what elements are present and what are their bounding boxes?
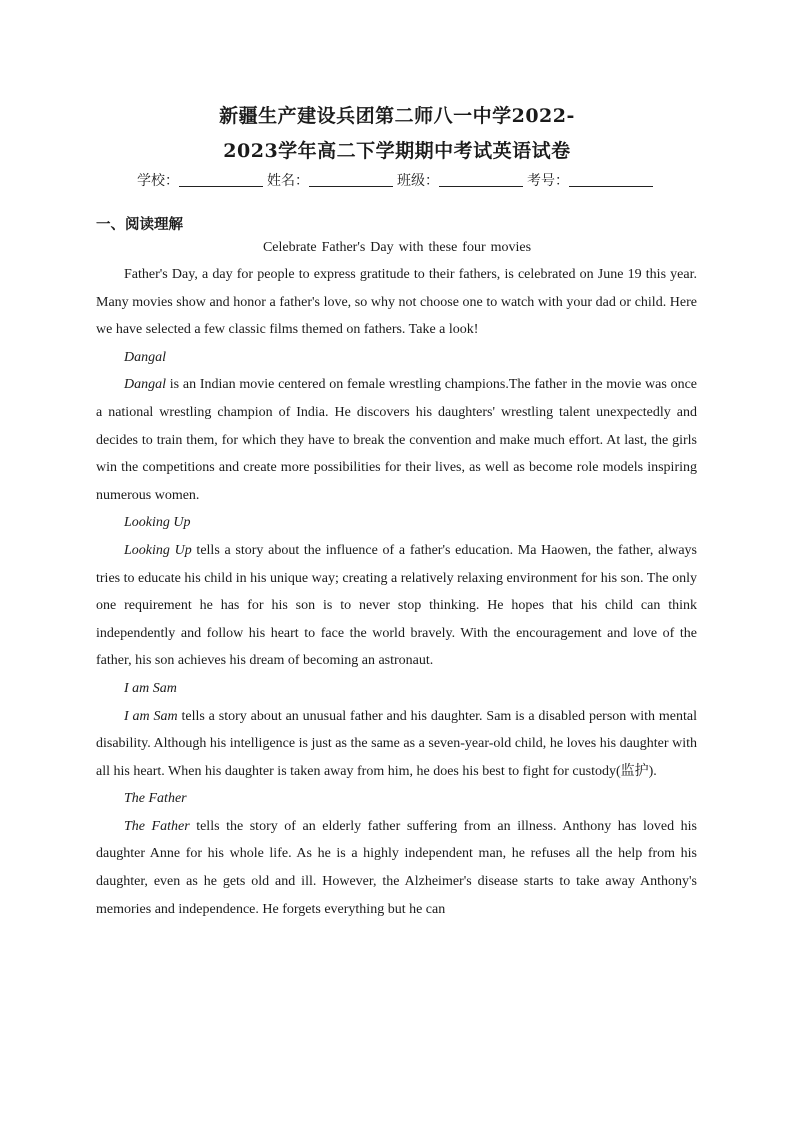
movie-subheading-the-father: The Father xyxy=(124,791,187,807)
movie-text-i-am-sam: tells a story about an unusual father and his daughter. Sam is a disabled person with mental disability. Although his intelligence is just as the same as a seven-year-old child, he loves his daughter with all his heart. When his daughter is taken away from him, he does his best to fight for custody(监护). xyxy=(96,708,697,779)
school-blank[interactable] xyxy=(179,172,263,187)
movie-subheading-looking-up: Looking Up xyxy=(124,515,191,531)
movie-paragraph-dangal xyxy=(96,371,697,509)
movie-lead-i-am-sam: I am Sam xyxy=(124,708,178,724)
movie-lead-dangal: Dangal xyxy=(124,377,166,393)
name-label: 姓名： xyxy=(267,173,309,189)
movie-paragraph-i-am-sam xyxy=(96,703,697,786)
student-info-row xyxy=(0,169,794,193)
movie-lead-the-father: The Father xyxy=(124,818,190,834)
movie-paragraph-the-father xyxy=(96,813,697,923)
class-blank[interactable] xyxy=(439,172,523,187)
passage-body xyxy=(96,261,697,923)
movie-text-the-father: tells the story of an elderly father suffering from an illness. Anthony has loved his daughter Anne for his whole life. As he is a highly independent man, he refuses all the help from his daughter, even as he gets old and ill. However, the Alzheimer's disease starts to take away Anthony's memories and independence. He forgets everything but he can xyxy=(96,818,697,917)
passage-title: Celebrate Father's Day with these four movies xyxy=(262,240,532,255)
section-heading: 一、阅读理解 xyxy=(96,217,183,233)
school-label: 学校： xyxy=(137,173,179,189)
movie-subheading-dangal: Dangal xyxy=(124,349,166,365)
movie-text-dangal: is an Indian movie centered on female wrestling champions.The father in the movie was once a national wrestling champion of India. He discovers his daughters' wrestling talent unexpectedly and decides to train them, for which they have to break the convention and make much effort. At last, the girls win the competitions and create more possibilities for their lives, as well as become role models inspiring numerous women. xyxy=(96,377,697,503)
movie-subheading-i-am-sam: I am Sam xyxy=(124,680,177,696)
name-blank[interactable] xyxy=(309,172,393,187)
movie-text-looking-up: tells a story about the influence of a father's education. Ma Haowen, the father, always tries to educate his child in his unique way; creating a relatively relaxing environment for his son. The only one requirement he has for his son is to never stop thinking. He hopes that his child can think independently and follow his heart to face the world bravely. With the encouragement and love of the father, his son achieves his dream of becoming an astronaut. xyxy=(96,542,697,669)
movie-paragraph-looking-up xyxy=(96,537,697,675)
exam-title-line1: 新疆生产建设兵团第二师八一中学2022- xyxy=(219,105,575,127)
passage-intro: Father's Day, a day for people to express gratitude to their fathers, is celebrated on June 19 this year. Many movies show and honor a father's love, so why not choose one to watch with your dad or child. Here we have selected a few classic films themed on fathers. Take a look! xyxy=(96,267,697,338)
movie-lead-looking-up: Looking Up xyxy=(124,542,192,558)
exam-title-line2: 2023学年高二下学期期中考试英语试卷 xyxy=(223,140,571,162)
exam-number-blank[interactable] xyxy=(569,172,653,187)
class-label: 班级： xyxy=(397,173,439,189)
exam-number-label: 考号： xyxy=(527,173,569,189)
